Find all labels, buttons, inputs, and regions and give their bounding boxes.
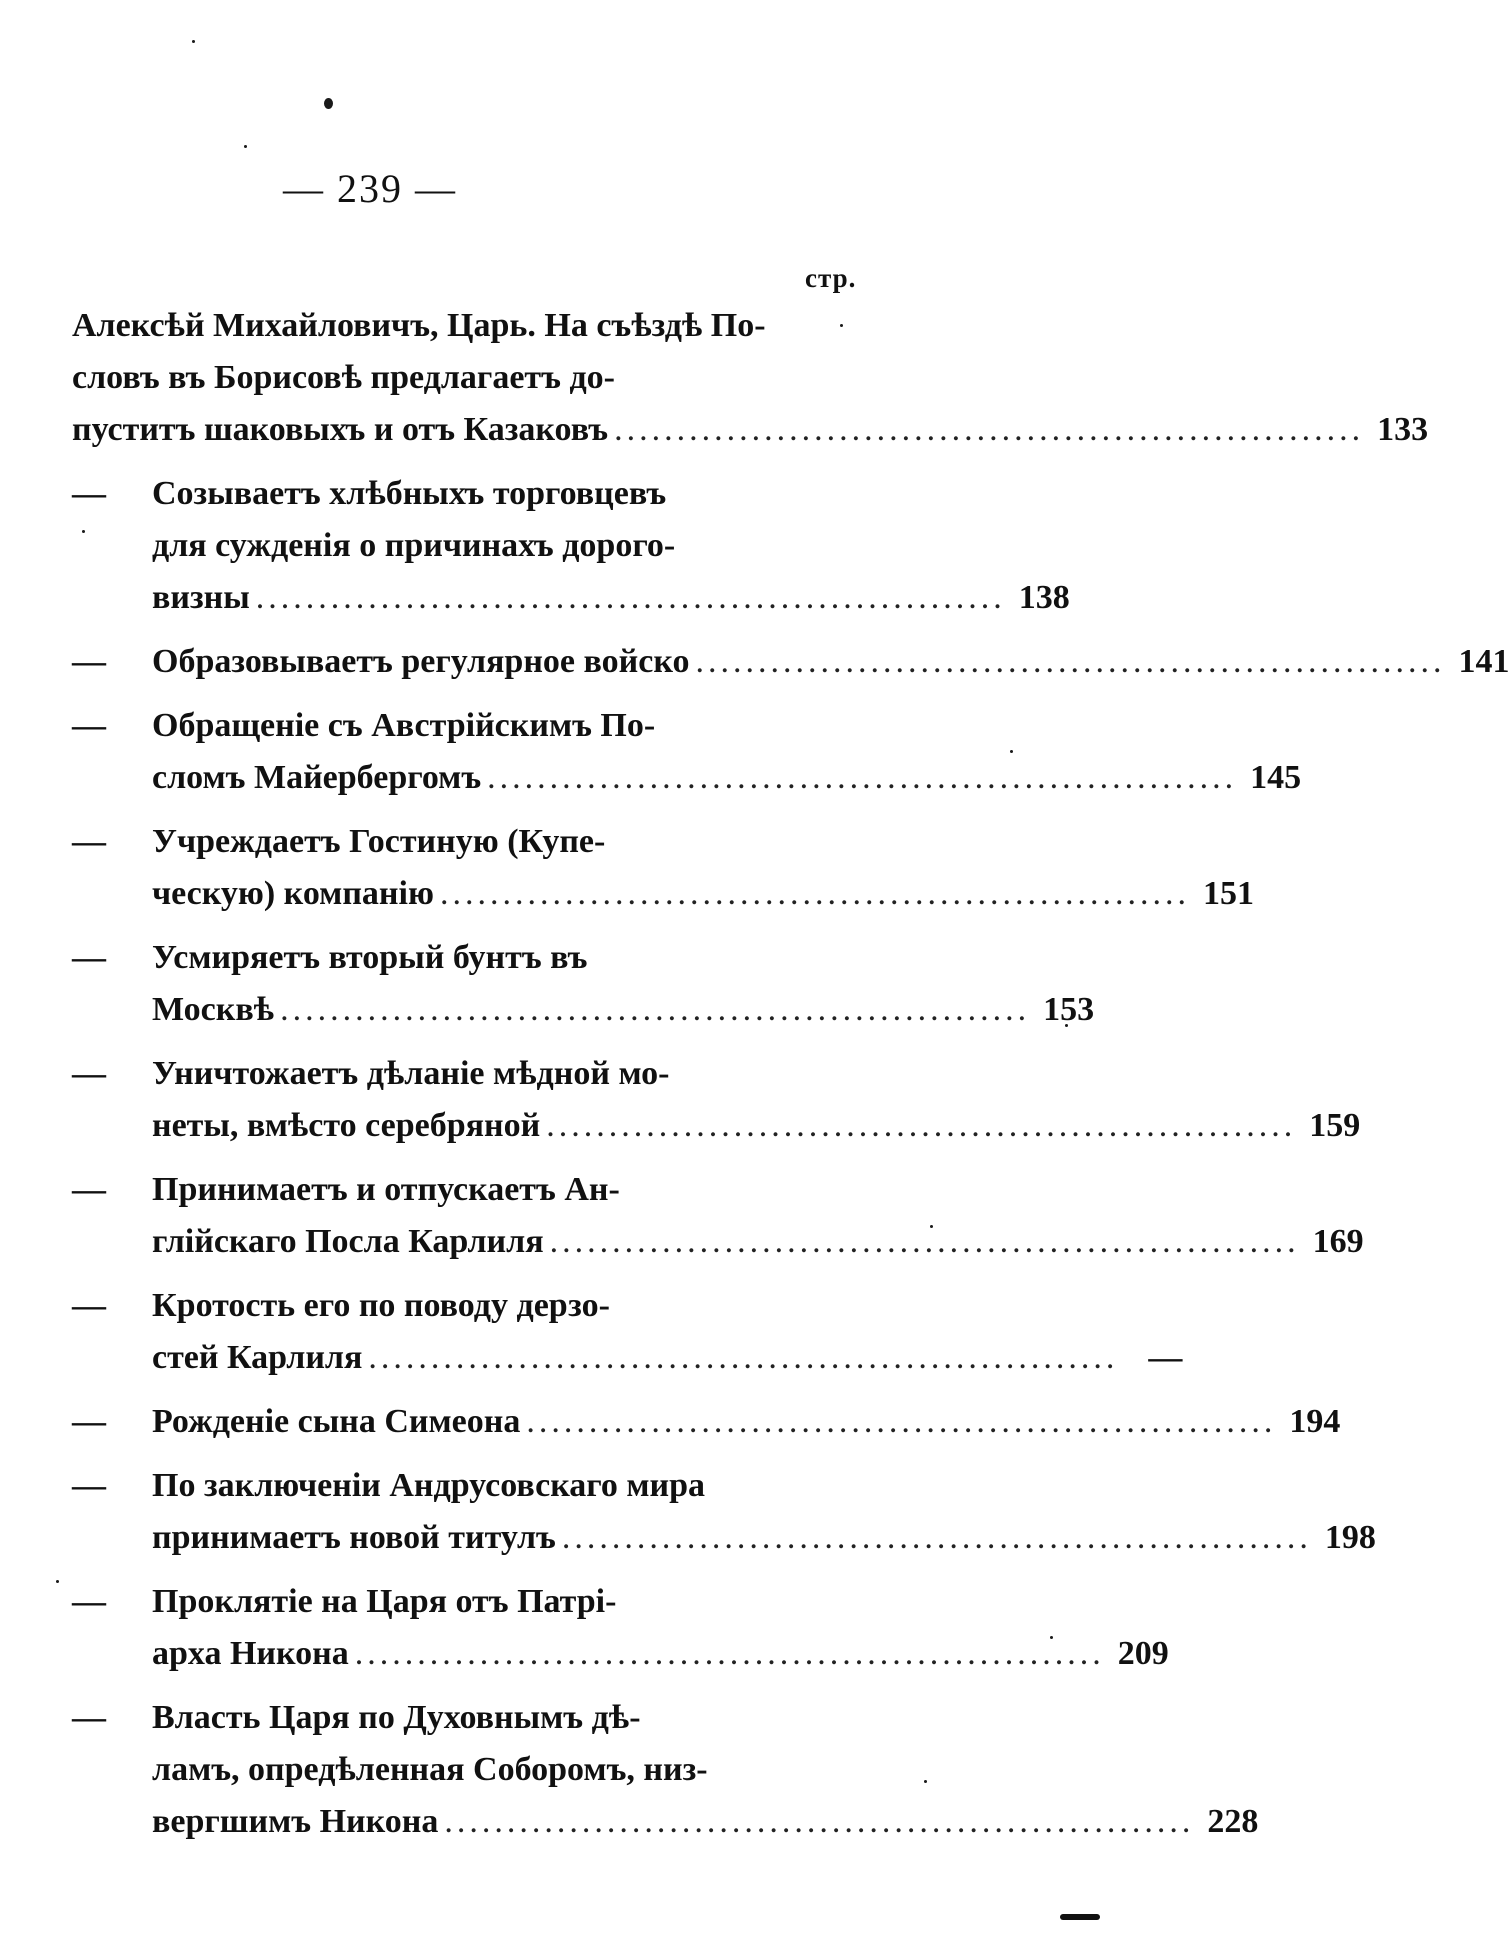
entry-line — [72, 636, 1509, 688]
entry-text: Образовываетъ регулярное войско — [152, 643, 690, 680]
entry-text: визны — [152, 579, 250, 616]
entry-text: пуститъ шаковыхъ и отъ Казаковъ — [72, 411, 609, 448]
entry-text: Уничтожаетъ дѣланіе мѣдной мо- — [152, 1055, 670, 1092]
index-list — [72, 300, 1509, 1860]
index-entry — [72, 1692, 1259, 1848]
entry-line — [72, 572, 1070, 624]
index-entry — [72, 636, 1509, 688]
entry-text: Принимаетъ и отпускаетъ Ан- — [152, 1171, 620, 1208]
entry-line — [72, 352, 862, 404]
entry-text: вергшимъ Никона — [152, 1803, 439, 1840]
dot-leader: ............................................................ — [368, 1339, 1119, 1376]
dot-leader: ............................................................ — [255, 579, 1006, 616]
ink-speck — [244, 145, 247, 148]
entry-line — [72, 752, 1302, 804]
dot-leader: ............................................................ — [614, 411, 1365, 448]
page-reference: 141 — [1458, 643, 1509, 680]
entry-line — [72, 984, 1095, 1036]
entry-text: стей Карлиля — [152, 1339, 363, 1376]
index-entry — [72, 1576, 1169, 1680]
entry-text: глійскаго Посла Карлиля — [152, 1223, 544, 1260]
dot-leader: ............................................................ — [561, 1519, 1312, 1556]
entry-dash: — — [72, 823, 106, 860]
entry-line — [72, 868, 1254, 920]
dot-leader: ............................................................ — [546, 1107, 1297, 1144]
entry-text: Созываетъ хлѣбныхъ торговцевъ — [152, 475, 667, 512]
ink-speck — [192, 40, 195, 43]
page-reference: 138 — [1018, 579, 1070, 616]
entry-text: Проклятіе на Царя отъ Патрі- — [152, 1583, 617, 1620]
entry-text: Кротость его по поводу дерзо- — [152, 1287, 610, 1324]
page-reference: 133 — [1377, 411, 1429, 448]
entry-text: Рожденіе сына Симеона — [152, 1403, 521, 1440]
index-entry-main — [72, 300, 1429, 456]
entry-line — [72, 1100, 1361, 1152]
entry-text: для сужденія о причинахъ дорого- — [152, 527, 676, 564]
dot-leader: ............................................................ — [526, 1403, 1277, 1440]
entry-line — [72, 932, 862, 984]
entry-line — [72, 1576, 862, 1628]
entry-text: Учреждаетъ Гостиную (Купе- — [152, 823, 606, 860]
entry-text: По заключеніи Андрусовскаго мира — [152, 1467, 706, 1504]
entry-text: словъ въ Борисовѣ предлагаетъ до- — [72, 359, 615, 396]
entry-dash: — — [72, 1055, 106, 1092]
entry-dash: — — [72, 1699, 106, 1736]
dot-leader: ............................................................ — [549, 1223, 1300, 1260]
index-entry — [72, 816, 1254, 920]
entry-text: Обращеніе съ Австрійскимъ По- — [152, 707, 656, 744]
entry-text: ламъ, опредѣленная Соборомъ, низ- — [152, 1751, 708, 1788]
entry-dash: — — [72, 1287, 106, 1324]
entry-text: Москвѣ — [152, 991, 275, 1028]
entry-text: Алексѣй Михайловичъ, Царь. На съѣздѣ По- — [72, 307, 766, 344]
entry-dash: — — [72, 643, 106, 680]
page-reference: 194 — [1289, 1403, 1341, 1440]
index-entry — [72, 1048, 1361, 1152]
entry-dash: — — [72, 1583, 106, 1620]
entry-line — [72, 1628, 1169, 1680]
page-reference: 228 — [1207, 1803, 1259, 1840]
entry-line — [72, 1216, 1364, 1268]
sub-entry-list — [72, 468, 1509, 1848]
entry-line — [72, 1744, 862, 1796]
dot-leader: ............................................................ — [439, 875, 1190, 912]
entry-line — [72, 468, 862, 520]
ink-speck — [924, 1780, 927, 1783]
entry-line — [72, 1512, 1376, 1564]
entry-text: неты, вмѣсто серебряной — [152, 1107, 541, 1144]
ink-speck — [324, 98, 333, 109]
entry-line — [72, 700, 862, 752]
entry-dash: — — [72, 1403, 106, 1440]
index-entry — [72, 1280, 1183, 1384]
page-reference: 153 — [1043, 991, 1095, 1028]
dot-leader: ............................................................ — [354, 1635, 1105, 1672]
entry-text: сломъ Майербергомъ — [152, 759, 482, 796]
index-entry — [72, 1164, 1364, 1268]
ink-mark — [1060, 1914, 1100, 1920]
entry-text: принимаетъ новой титулъ — [152, 1519, 556, 1556]
entry-line — [72, 1796, 1259, 1848]
page-reference: 209 — [1117, 1635, 1169, 1672]
page-reference: 159 — [1309, 1107, 1361, 1144]
page-column-label: стр. — [805, 263, 857, 293]
entry-line — [72, 1396, 1341, 1448]
entry-line — [72, 404, 1429, 456]
entry-dash: — — [72, 707, 106, 744]
entry-line — [72, 1280, 862, 1332]
entry-text: Власть Царя по Духовнымъ дѣ- — [152, 1699, 641, 1736]
dot-leader: ............................................................ — [444, 1803, 1195, 1840]
index-entry — [72, 1460, 1376, 1564]
index-entry — [72, 700, 1302, 804]
entry-line — [72, 1164, 862, 1216]
page-reference: 151 — [1202, 875, 1254, 912]
entry-dash: — — [72, 939, 106, 976]
entry-text: Усмиряетъ вторый бунтъ въ — [152, 939, 588, 976]
page-reference: — — [1148, 1339, 1183, 1376]
entry-text: арха Никона — [152, 1635, 349, 1672]
entry-line — [72, 816, 862, 868]
dot-leader: ............................................................ — [487, 759, 1238, 796]
dot-leader: ............................................................ — [280, 991, 1031, 1028]
entry-line — [72, 300, 862, 352]
page-reference: 198 — [1324, 1519, 1376, 1556]
entry-dash: — — [72, 1467, 106, 1504]
ink-speck — [56, 1580, 59, 1583]
entry-line — [72, 1460, 862, 1512]
entry-line — [72, 520, 862, 572]
entry-line — [72, 1332, 1183, 1384]
dot-leader: ............................................................ — [695, 643, 1446, 680]
entry-line — [72, 1692, 862, 1744]
page-reference: 145 — [1250, 759, 1302, 796]
index-entry — [72, 1396, 1341, 1448]
index-entry — [72, 468, 1070, 624]
entry-text: ческую) компанію — [152, 875, 434, 912]
entry-dash: — — [72, 1171, 106, 1208]
entry-line — [72, 1048, 862, 1100]
index-entry — [72, 932, 1095, 1036]
page-number: — 239 — — [283, 166, 457, 211]
entry-dash: — — [72, 475, 106, 512]
page-reference: 169 — [1312, 1223, 1364, 1260]
